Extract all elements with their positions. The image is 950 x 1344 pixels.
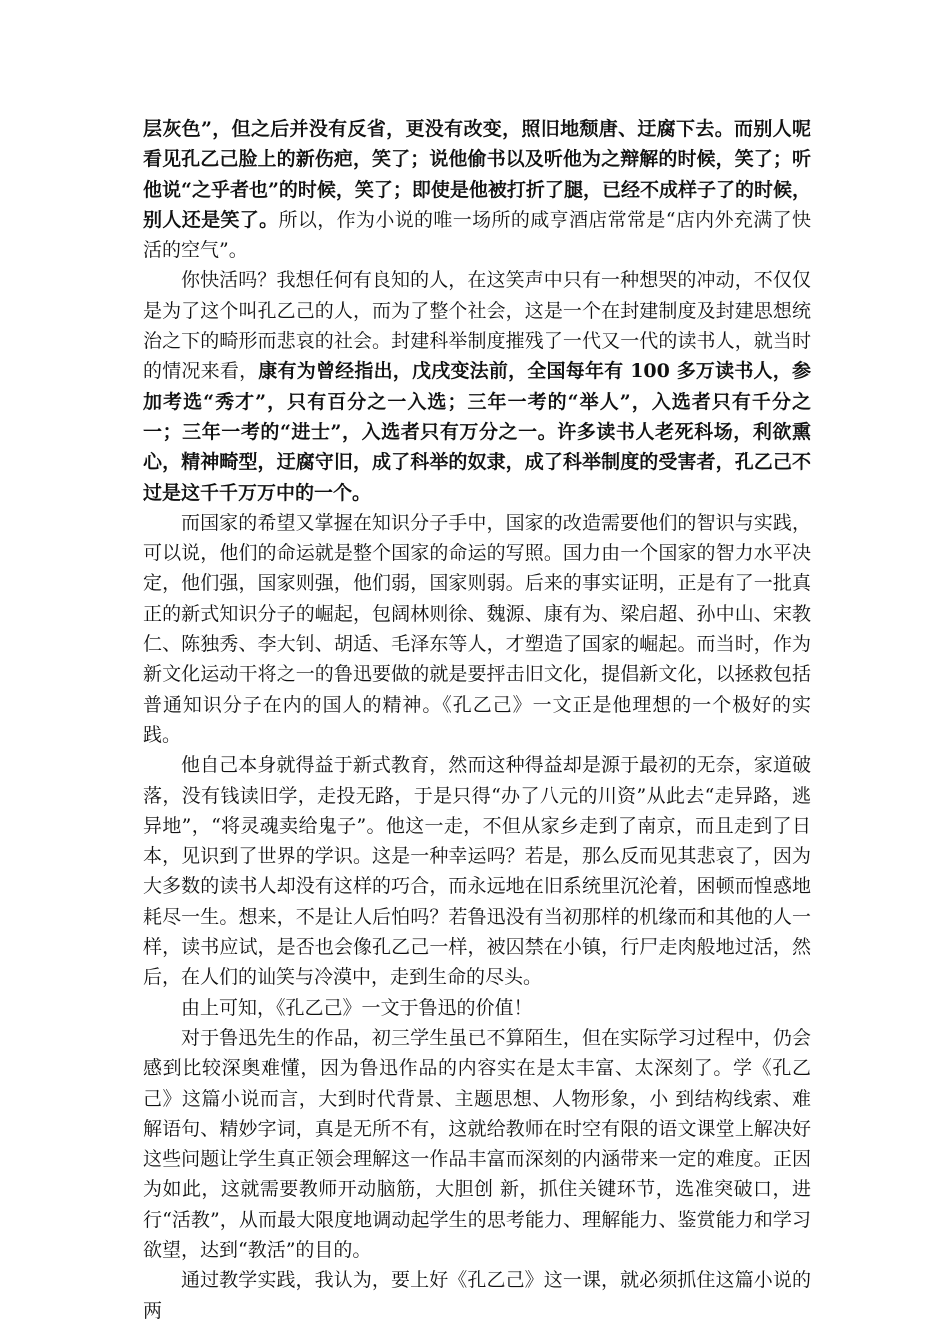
text-run: 你快活吗？我想任何有良知的人，在这笑声中只有一种想哭的冲动，不仅仅是为了这个叫孔乙己的人，而为了整个社会，这是一个在封建制度及封建思想统治之下的畸形而悲哀的社会。封建科举制度摧残了一代又一代的读书人，就当时的情况来看， xyxy=(143,269,811,383)
article-body xyxy=(143,114,811,1326)
text-run: 通过教学实践，我认为，要上好《孔乙己》这一课，就必须抓住这篇小说的两 xyxy=(143,1269,811,1322)
text-run: 由上可知，《孔乙己》一文于鲁迅的价值！ xyxy=(181,996,533,1019)
text-run: 对于鲁迅先生的作品，初三学生虽已不算陌生，但在实际学习过程中，仍会感到比较深奥难懂，因为鲁迅作品的内容实在是太丰富、太深刻了。学《孔乙己》这篇小说而言，大到时代背景、主题思想、人物形象，小 到结构线索、难解语句、精妙字词，真是无所不有，这就给教师在时空有限的语文课堂上解决好这些问题让学生真正领会理解这一作品丰富而深刻的内涵带来一定的难度。正因为如此，这就需要教师开动脑筋，大胆创 新，抓住关键环节，选准突破口，进行“活教”，从而最大限度地调动起学生的思考能力、理解能力、鉴赏能力和学习欲望，达到“教活”的目的。 xyxy=(143,1026,811,1261)
paragraph-2 xyxy=(143,265,811,507)
text-run: 他自己本身就得益于新式教育，然而这种得益却是源于最初的无奈，家道破落，没有钱读旧学，走投无路，于是只得“办了八元的川资”从此去“走异路，逃异地”，“将灵魂卖给鬼子”。他这一走，不但从家乡走到了南京，而且走到了日本，见识到了世界的学识。这是一种幸运吗？若是，那么反而见其悲哀了，因为大多数的读书人却没有这样的巧合，而永远地在旧系统里沉沦着，困顿而惶惑地耗尽一生。想来，不是让人后怕吗？若鲁迅没有当初那样的机缘而和其他的人一样，读书应试，是否也会像孔乙己一样，被囚禁在小镇，行尸走肉般地过活，然后，在人们的讪笑与冷漠中，走到生命的尽头。 xyxy=(143,754,811,989)
bold-run: 层灰色”，但之后并没有反省，更没有改变，照旧地颓唐、迂腐下去。而别人呢看见孔乙己脸上的新伤疤，笑了；说他偷书以及听他为之辩解的时候，笑了；听他说“之乎者也”的时候，笑了；即使是他被打折了腿，已经不成样子了的时候，别人还是笑了。 xyxy=(143,118,811,231)
paragraph-4 xyxy=(143,750,811,992)
paragraph-5 xyxy=(143,993,811,1023)
paragraph-3 xyxy=(143,508,811,750)
paragraph-1 xyxy=(143,114,811,265)
bold-run: 康有为曾经指出，戊戌变法前，全国每年有 100 多万读书人，参加考选“秀才”，只有百分之一入选；三年一考的“举人”，入选者只有千分之一；三年一考的“进士”，入选者只有万分之一。许多读书人老死科场，利欲熏心，精神畸型，迂腐守旧，成了科举的奴隶，成了科举制度的受害者，孔乙己不过是这千千万万中的一个。 xyxy=(143,360,811,504)
paragraph-6 xyxy=(143,1023,811,1265)
text-run: 所以，作为小说的唯一场所的咸亨酒店常常是“店内外充满了快活的空气”。 xyxy=(143,208,811,262)
text-run: 而国家的希望又掌握在知识分子手中，国家的改造需要他们的智识与实践，可以说，他们的命运就是整个国家的命运的写照。国力由一个国家的智力水平决定，他们强，国家则强，他们弱，国家则弱。后来的事实证明，正是有了一批真正的新式知识分子的崛起，包阔林则徐、魏源、康有为、梁启超、孙中山、宋教仁、陈独秀、李大钊、胡适、毛泽东等人，才塑造了国家的崛起。而当时，作为新文化运动干将之一的鲁迅要做的就是要抨击旧文化，提倡新文化，以拯救包括普通知识分子在内的国人的精神。《孔乙己》一文正是他理想的一个极好的实践。 xyxy=(143,511,811,746)
paragraph-7 xyxy=(143,1265,811,1326)
